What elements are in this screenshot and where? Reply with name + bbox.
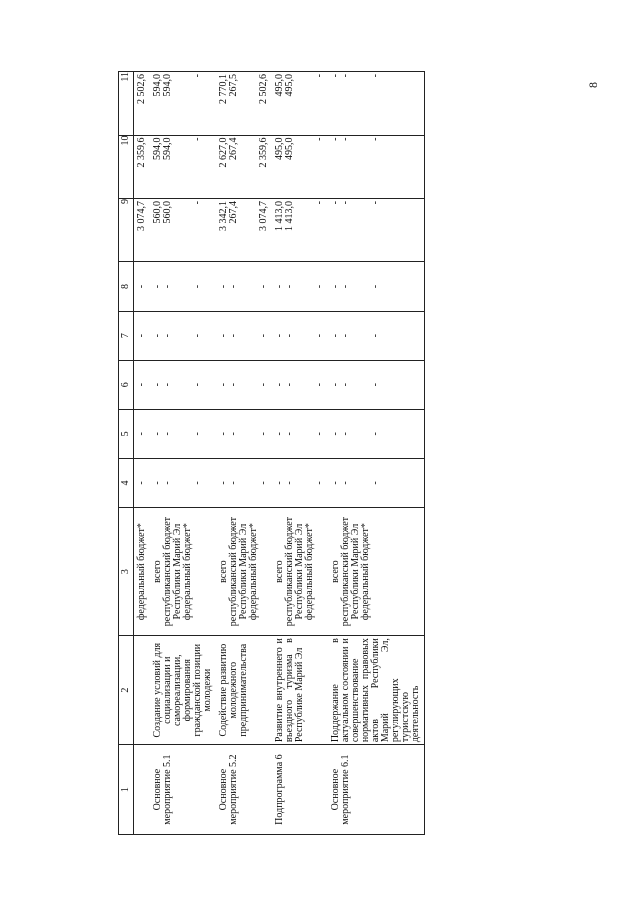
- source-line: республиканский бюджет Республики Марий Эл: [284, 516, 305, 627]
- value-cell: [216, 360, 272, 409]
- source-cell: [328, 508, 425, 636]
- program-cell: Основное мероприятие 6.1: [328, 745, 425, 835]
- value-cell: [272, 458, 328, 507]
- value: -: [330, 201, 341, 205]
- value: -: [284, 284, 295, 289]
- value: -: [162, 481, 173, 485]
- value: 1 413,0: [284, 201, 295, 231]
- value: -: [330, 333, 341, 338]
- value-cell: [272, 262, 328, 311]
- value: -: [152, 481, 163, 485]
- value-cell: [328, 199, 425, 262]
- value-cell: [328, 135, 425, 198]
- program-cell: Подпрограмма 6: [272, 745, 328, 835]
- header-cell: 1: [119, 745, 134, 835]
- value-cell: [150, 458, 216, 507]
- value: -: [192, 481, 203, 485]
- table-row: [328, 72, 425, 835]
- value: -: [258, 284, 269, 289]
- header-cell: 2: [119, 636, 134, 745]
- value: -: [314, 284, 325, 289]
- value: 495,0: [284, 74, 295, 97]
- value: -: [340, 201, 351, 205]
- value-cell: [272, 311, 328, 360]
- header-cell: 3: [119, 508, 134, 636]
- table-row: [272, 72, 328, 835]
- value: -: [218, 383, 229, 387]
- header-cell: 8: [119, 262, 134, 311]
- header-row: [119, 72, 134, 835]
- value: -: [162, 432, 173, 436]
- value: -: [314, 201, 325, 205]
- header-cell: 7: [119, 311, 134, 360]
- value: -: [370, 481, 381, 485]
- table-row: [134, 72, 151, 835]
- value-cell: [134, 72, 151, 136]
- value-cell: [328, 72, 425, 136]
- value-cell: [134, 262, 151, 311]
- value: 2 359,6: [258, 137, 269, 168]
- source-line: федеральный бюджет*: [182, 523, 193, 621]
- value: 2 502,6: [258, 74, 269, 104]
- description-cell: Содействие развитию молодежного предпринимательства: [216, 636, 272, 745]
- value-cell: [272, 199, 328, 262]
- value-cell: [134, 135, 151, 198]
- value: -: [152, 333, 163, 338]
- value: -: [330, 383, 341, 387]
- value: -: [162, 284, 173, 289]
- value-cell: [216, 135, 272, 198]
- value: 594,0: [162, 137, 173, 161]
- value-cell: [134, 311, 151, 360]
- value: -: [330, 481, 341, 485]
- value: -: [258, 432, 269, 436]
- value-cell: [272, 360, 328, 409]
- value: -: [370, 284, 381, 289]
- value: -: [330, 74, 341, 78]
- value: -: [228, 481, 239, 485]
- value-cell: [216, 458, 272, 507]
- value-cell: [150, 135, 216, 198]
- value-cell: [328, 262, 425, 311]
- value-cell: [150, 262, 216, 311]
- source-line: федеральный бюджет*: [360, 523, 371, 621]
- description-cell: Развитие внутреннего и въездного туризма в Республике Марий Эл: [272, 636, 328, 745]
- value: -: [192, 383, 203, 387]
- value: 3 074,7: [258, 201, 269, 231]
- value-cell: [150, 409, 216, 458]
- value: 1 413,0: [274, 201, 285, 231]
- value-cell: [328, 409, 425, 458]
- source-line: федеральный бюджет*: [248, 523, 259, 621]
- value-cell: [216, 311, 272, 360]
- value: -: [274, 333, 285, 338]
- value: -: [274, 284, 285, 289]
- table-row: [150, 72, 216, 835]
- value-cell: [328, 360, 425, 409]
- value: -: [192, 74, 203, 78]
- value: 594,0: [152, 137, 163, 161]
- source-cell: [272, 508, 328, 636]
- source-line: всего: [274, 560, 285, 583]
- budget-table: [118, 71, 425, 835]
- value: 267,4: [228, 137, 239, 161]
- header-cell: 4: [119, 458, 134, 507]
- value: -: [192, 333, 203, 338]
- value: -: [228, 383, 239, 387]
- value: -: [340, 333, 351, 338]
- value: -: [228, 284, 239, 289]
- value: -: [274, 383, 285, 387]
- value: -: [152, 432, 163, 436]
- value: -: [370, 432, 381, 436]
- source-line: всего: [218, 560, 229, 583]
- value: -: [314, 383, 325, 387]
- value: -: [192, 201, 203, 205]
- value: -: [314, 481, 325, 485]
- value-cell: [150, 72, 216, 136]
- value: -: [330, 284, 341, 289]
- value: -: [340, 284, 351, 289]
- value: 3 342,1: [218, 201, 229, 231]
- value: -: [218, 432, 229, 436]
- value: -: [284, 481, 295, 485]
- value-cell: [216, 409, 272, 458]
- value-cell: [216, 72, 272, 136]
- value-cell: [272, 72, 328, 136]
- value-cell: [150, 311, 216, 360]
- value: -: [228, 333, 239, 338]
- value: -: [370, 201, 381, 205]
- source-line: республиканский бюджет Республики Марий Эл: [340, 516, 361, 627]
- header-cell: 6: [119, 360, 134, 409]
- value: 560,0: [162, 201, 173, 224]
- value: 560,0: [152, 201, 163, 224]
- value: -: [274, 432, 285, 436]
- value: -: [370, 333, 381, 338]
- value: -: [330, 432, 341, 436]
- value-cell: [150, 360, 216, 409]
- value: -: [370, 383, 381, 387]
- value: -: [136, 333, 147, 338]
- header-cell: 5: [119, 409, 134, 458]
- value: -: [258, 333, 269, 338]
- value: -: [218, 284, 229, 289]
- value-cell: [272, 409, 328, 458]
- program-cell: [134, 745, 151, 835]
- value: -: [258, 481, 269, 485]
- value: -: [340, 432, 351, 436]
- value-cell: [134, 409, 151, 458]
- value: -: [370, 74, 381, 78]
- value-cell: [134, 458, 151, 507]
- value-cell: [216, 199, 272, 262]
- value: -: [340, 383, 351, 387]
- rotated-table-container: [118, 71, 578, 835]
- value: -: [136, 481, 147, 485]
- value-cell: [328, 458, 425, 507]
- value: 495,0: [284, 137, 295, 161]
- value: -: [152, 284, 163, 289]
- source-cell: [150, 508, 216, 636]
- value-cell: [272, 135, 328, 198]
- table-row: [216, 72, 272, 835]
- value: -: [314, 74, 325, 78]
- value-cell: [216, 262, 272, 311]
- value: -: [228, 432, 239, 436]
- value: 594,0: [152, 74, 163, 97]
- value-cell: [150, 199, 216, 262]
- value: 267,4: [228, 201, 239, 224]
- value-cell: [134, 199, 151, 262]
- source-line: федеральный бюджет*: [136, 523, 147, 621]
- value: -: [218, 481, 229, 485]
- value-cell: [328, 311, 425, 360]
- value: -: [370, 137, 381, 141]
- value: -: [136, 432, 147, 436]
- program-cell: Основное мероприятие 5.2: [216, 745, 272, 835]
- value: -: [192, 137, 203, 141]
- value: 2 502,6: [136, 74, 147, 104]
- value: -: [284, 383, 295, 387]
- source-line: всего: [152, 560, 163, 583]
- value: 2 627,0: [218, 137, 229, 168]
- value: 267,5: [228, 74, 239, 97]
- source-line: республиканский бюджет Республики Марий Эл: [228, 516, 249, 627]
- value: -: [340, 481, 351, 485]
- value: -: [284, 333, 295, 338]
- value: -: [314, 432, 325, 436]
- source-line: республиканский бюджет Республики Марий Эл: [162, 516, 183, 627]
- value: -: [218, 333, 229, 338]
- source-line: федеральный бюджет*: [304, 523, 315, 621]
- source-line: всего: [330, 560, 341, 583]
- description-cell: Поддержание в актуальном состоянии и совершенствование нормативных правовых актов Республики Марий Эл, регулирующих туристскую деятельность: [328, 636, 425, 745]
- value: -: [340, 74, 351, 78]
- value: -: [314, 333, 325, 338]
- value: -: [330, 137, 341, 141]
- description-cell: [134, 636, 151, 745]
- description-cell: Создание условий для социализации и самореализации, формирования гражданской позиции молодежи: [150, 636, 216, 745]
- header-cell: 11: [119, 72, 134, 136]
- value: -: [284, 432, 295, 436]
- value: 2 770,1: [218, 74, 229, 104]
- source-cell: [134, 508, 151, 636]
- value: -: [258, 383, 269, 387]
- header-cell: 9: [119, 199, 134, 262]
- value-cell: [134, 360, 151, 409]
- value: 3 074,7: [136, 201, 147, 231]
- page-number: 8: [586, 82, 600, 88]
- value: 495,0: [274, 74, 285, 97]
- value: -: [192, 284, 203, 289]
- header-cell: 10: [119, 135, 134, 198]
- value: -: [136, 284, 147, 289]
- value: 2 359,6: [136, 137, 147, 168]
- value: -: [314, 137, 325, 141]
- value: 594,0: [162, 74, 173, 97]
- program-cell: Основное мероприятие 5.1: [150, 745, 216, 835]
- value: -: [274, 481, 285, 485]
- value: -: [152, 383, 163, 387]
- value: 495,0: [274, 137, 285, 161]
- value: -: [192, 432, 203, 436]
- value: -: [340, 137, 351, 141]
- value: -: [136, 383, 147, 387]
- source-cell: [216, 508, 272, 636]
- value: -: [162, 383, 173, 387]
- value: -: [162, 333, 173, 338]
